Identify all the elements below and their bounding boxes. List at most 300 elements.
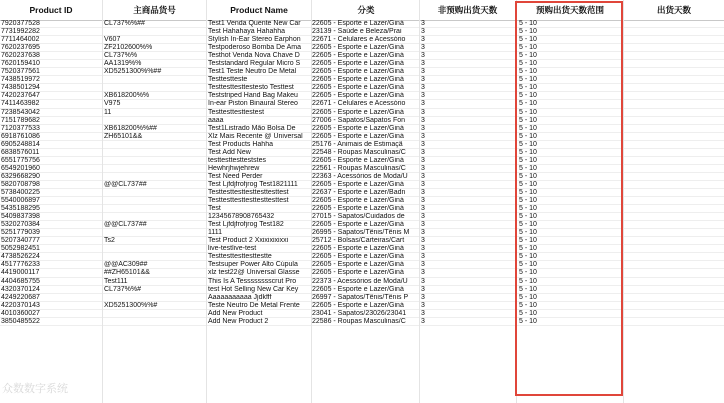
non-preorder-days-cell[interactable]: 3 — [421, 221, 425, 229]
ship-days-cell[interactable] — [626, 173, 724, 181]
ship-days-cell[interactable] — [626, 302, 724, 310]
table-row[interactable] — [0, 165, 724, 173]
ship-days-cell[interactable] — [626, 68, 724, 76]
ship-days-cell[interactable] — [626, 84, 724, 92]
table-row[interactable] — [0, 157, 724, 165]
main-sku-cell[interactable]: @@CL737## — [104, 180, 147, 188]
ship-days-cell[interactable] — [626, 213, 724, 221]
category-cell[interactable]: 22373 - Acessórios de Moda/U — [312, 277, 408, 285]
preorder-range-cell[interactable]: 5 - 10 — [519, 172, 537, 180]
preorder-range-cell[interactable]: 5 - 10 — [519, 140, 537, 148]
product-id-cell[interactable]: 7238543042 — [1, 108, 40, 116]
category-cell[interactable]: 22605 - Esporte e Lazer/Giná — [312, 156, 404, 164]
product-name-cell[interactable]: aaaa — [208, 116, 224, 124]
preorder-range-cell[interactable]: 5 - 10 — [519, 301, 537, 309]
non-preorder-days-cell[interactable]: 3 — [421, 285, 425, 293]
table-row[interactable] — [0, 189, 724, 197]
table-row[interactable] — [0, 213, 724, 221]
table-row[interactable] — [0, 68, 724, 76]
product-id-cell[interactable]: 7520377561 — [1, 68, 40, 76]
product-name-cell[interactable]: Testtesttesttesttesttesttest — [208, 197, 289, 205]
main-sku-cell[interactable] — [104, 213, 204, 221]
ship-days-cell[interactable] — [626, 253, 724, 261]
preorder-range-cell[interactable]: 5 - 10 — [519, 124, 537, 132]
non-preorder-days-cell[interactable]: 3 — [421, 213, 425, 221]
product-name-cell[interactable]: Test Products Hahha — [208, 140, 273, 148]
product-name-cell[interactable]: Teste Neutro De Metal Frente — [208, 301, 300, 309]
main-sku-cell[interactable]: XB618200%%## — [104, 124, 157, 132]
product-id-cell[interactable]: 7420237647 — [1, 92, 40, 100]
category-cell[interactable]: 22671 - Celulares e Acessório — [312, 100, 406, 108]
product-id-cell[interactable]: 4320370124 — [1, 285, 40, 293]
product-name-cell[interactable]: Hewhrjhwjehrew — [208, 164, 260, 172]
main-sku-cell[interactable] — [104, 28, 204, 36]
preorder-range-cell[interactable]: 5 - 10 — [519, 285, 537, 293]
ship-days-cell[interactable] — [626, 205, 724, 213]
table-row[interactable] — [0, 60, 724, 68]
product-id-cell[interactable]: 7411463982 — [1, 100, 40, 108]
product-name-cell[interactable]: 1111 — [208, 229, 223, 237]
ship-days-cell[interactable] — [626, 141, 724, 149]
product-id-cell[interactable]: 7711464002 — [1, 36, 40, 44]
non-preorder-days-cell[interactable]: 3 — [421, 172, 425, 180]
product-id-cell[interactable]: 4249220687 — [1, 293, 40, 301]
product-name-cell[interactable]: Testtesttesttesttestte — [208, 253, 272, 261]
product-name-cell[interactable]: Xlz Mais Recente @ Universal — [208, 132, 303, 140]
product-name-cell[interactable]: Aaaaaaaaaaa Jjdkfff — [208, 293, 272, 301]
non-preorder-days-cell[interactable]: 3 — [421, 197, 425, 205]
product-name-cell[interactable]: Test Add New — [208, 148, 251, 156]
main-sku-cell[interactable] — [104, 76, 204, 84]
ship-days-cell[interactable] — [626, 278, 724, 286]
table-row[interactable] — [0, 173, 724, 181]
category-cell[interactable]: 23139 - Saúde e Beleza/Prai — [312, 28, 402, 36]
product-id-cell[interactable]: 4010360027 — [1, 309, 40, 317]
preorder-range-cell[interactable]: 5 - 10 — [519, 68, 537, 76]
table-row[interactable] — [0, 229, 724, 237]
main-sku-cell[interactable] — [104, 205, 204, 213]
preorder-range-cell[interactable]: 5 - 10 — [519, 180, 537, 188]
ship-days-cell[interactable] — [626, 28, 724, 36]
ship-days-cell[interactable] — [626, 157, 724, 165]
product-id-cell[interactable]: 7731992282 — [1, 28, 40, 36]
main-sku-cell[interactable] — [104, 141, 204, 149]
non-preorder-days-cell[interactable]: 3 — [421, 36, 425, 44]
product-name-cell[interactable]: Test1 Teste Neutro De Metal — [208, 68, 297, 76]
category-cell[interactable]: 22561 - Roupas Masculinas/C — [312, 164, 406, 172]
ship-days-cell[interactable] — [626, 100, 724, 108]
main-sku-cell[interactable]: AA1319%% — [104, 60, 142, 68]
product-name-cell[interactable]: Testtesttesttestesto Testtest — [208, 84, 294, 92]
ship-days-cell[interactable] — [626, 165, 724, 173]
product-name-cell[interactable]: testtesttestteststes — [208, 156, 266, 164]
preorder-range-cell[interactable]: 5 - 10 — [519, 269, 537, 277]
category-cell[interactable]: 22605 - Esporte e Lazer/Giná — [312, 245, 404, 253]
product-id-cell[interactable]: 5320270384 — [1, 221, 40, 229]
main-sku-cell[interactable]: V607 — [104, 36, 121, 44]
ship-days-cell[interactable] — [626, 125, 724, 133]
table-row[interactable] — [0, 245, 724, 253]
preorder-range-cell[interactable]: 5 - 10 — [519, 52, 537, 60]
table-row[interactable] — [0, 20, 724, 28]
ship-days-cell[interactable] — [626, 133, 724, 141]
non-preorder-days-cell[interactable]: 3 — [421, 269, 425, 277]
preorder-range-cell[interactable]: 5 - 10 — [519, 164, 537, 172]
non-preorder-days-cell[interactable]: 3 — [421, 140, 425, 148]
table-row[interactable] — [0, 100, 724, 108]
category-cell[interactable]: 22605 - Esporte e Lazer/Giná — [312, 269, 404, 277]
preorder-range-cell[interactable]: 5 - 10 — [519, 108, 537, 116]
product-id-cell[interactable]: 5540006897 — [1, 197, 40, 205]
table-row[interactable] — [0, 92, 724, 100]
non-preorder-days-cell[interactable]: 3 — [421, 317, 425, 325]
product-id-cell[interactable]: 7151789682 — [1, 116, 40, 124]
non-preorder-days-cell[interactable]: 3 — [421, 28, 425, 36]
table-row[interactable] — [0, 28, 724, 36]
non-preorder-days-cell[interactable]: 3 — [421, 148, 425, 156]
category-cell[interactable]: 22605 - Esporte e Lazer/Giná — [312, 68, 404, 76]
category-cell[interactable]: 22605 - Esporte e Lazer/Giná — [312, 44, 404, 52]
category-cell[interactable]: 22605 - Esporte e Lazer/Giná — [312, 132, 404, 140]
category-cell[interactable]: 22605 - Esporte e Lazer/Giná — [312, 76, 404, 84]
main-sku-cell[interactable]: CL737%%## — [104, 20, 145, 27]
category-cell[interactable]: 22605 - Esporte e Lazer/Giná — [312, 124, 404, 132]
main-sku-cell[interactable] — [104, 318, 204, 326]
product-id-cell[interactable]: 5738400225 — [1, 188, 40, 196]
preorder-range-cell[interactable]: 5 - 10 — [519, 309, 537, 317]
product-id-cell[interactable]: 5435188295 — [1, 205, 40, 213]
preorder-range-cell[interactable]: 5 - 10 — [519, 20, 537, 27]
non-preorder-days-cell[interactable]: 3 — [421, 132, 425, 140]
preorder-range-cell[interactable]: 5 - 10 — [519, 132, 537, 140]
preorder-range-cell[interactable]: 5 - 10 — [519, 156, 537, 164]
product-id-cell[interactable]: 5052982451 — [1, 245, 40, 253]
preorder-range-cell[interactable]: 5 - 10 — [519, 317, 537, 325]
product-id-cell[interactable]: 7620237695 — [1, 44, 40, 52]
ship-days-cell[interactable] — [626, 269, 724, 277]
preorder-range-cell[interactable]: 5 - 10 — [519, 245, 537, 253]
non-preorder-days-cell[interactable]: 3 — [421, 60, 425, 68]
non-preorder-days-cell[interactable]: 3 — [421, 124, 425, 132]
non-preorder-days-cell[interactable]: 3 — [421, 245, 425, 253]
preorder-range-cell[interactable]: 5 - 10 — [519, 100, 537, 108]
ship-days-cell[interactable] — [626, 286, 724, 294]
table-row[interactable] — [0, 261, 724, 269]
non-preorder-days-cell[interactable]: 3 — [421, 237, 425, 245]
ship-days-cell[interactable] — [626, 92, 724, 100]
main-sku-cell[interactable] — [104, 173, 204, 181]
product-name-cell[interactable]: Testpoderoso Bomba De Ama — [208, 44, 301, 52]
product-name-cell[interactable]: Test Ljfdjfrofjrog Test182 — [208, 221, 284, 229]
table-row[interactable] — [0, 237, 724, 245]
main-sku-cell[interactable] — [104, 197, 204, 205]
header-product-name[interactable]: Product Name — [230, 5, 288, 15]
non-preorder-days-cell[interactable]: 3 — [421, 188, 425, 196]
main-sku-cell[interactable]: @@AC309## — [104, 261, 148, 269]
table-row[interactable] — [0, 278, 724, 286]
category-cell[interactable]: 27015 - Sapatos/Cuidados de — [312, 213, 405, 221]
preorder-range-cell[interactable]: 5 - 10 — [519, 277, 537, 285]
preorder-range-cell[interactable]: 5 - 10 — [519, 148, 537, 156]
product-id-cell[interactable]: 6329668290 — [1, 172, 40, 180]
table-row[interactable] — [0, 36, 724, 44]
product-id-cell[interactable]: 6918761086 — [1, 132, 40, 140]
preorder-range-cell[interactable]: 5 - 10 — [519, 205, 537, 213]
product-name-cell[interactable]: Stylish In-Ear Stereo Earphon — [208, 36, 301, 44]
product-name-cell[interactable]: This Is A Tesssssssscrut Pro — [208, 277, 297, 285]
product-id-cell[interactable]: 7920377528 — [1, 20, 40, 27]
table-row[interactable] — [0, 302, 724, 310]
non-preorder-days-cell[interactable]: 3 — [421, 277, 425, 285]
product-name-cell[interactable]: Test Product 2 Xxixixixixxi — [208, 237, 289, 245]
product-name-cell[interactable]: Testhot Venda Nova Chave D — [208, 52, 300, 60]
category-cell[interactable]: 22637 - Esporte e Lazer/Badn — [312, 188, 406, 196]
ship-days-cell[interactable] — [626, 310, 724, 318]
category-cell[interactable]: 22605 - Esporte e Lazer/Giná — [312, 301, 404, 309]
main-sku-cell[interactable]: 11 — [104, 108, 112, 116]
table-row[interactable] — [0, 197, 724, 205]
category-cell[interactable]: 26995 - Sapatos/Tênis/Tênis M — [312, 229, 410, 237]
table-row[interactable] — [0, 52, 724, 60]
product-id-cell[interactable]: 6549201960 — [1, 164, 40, 172]
table-row[interactable] — [0, 221, 724, 229]
product-id-cell[interactable]: 7438519972 — [1, 76, 40, 84]
category-cell[interactable]: 22363 - Acessórios de Moda/U — [312, 172, 408, 180]
product-id-cell[interactable]: 4404685755 — [1, 277, 40, 285]
header-category[interactable]: 分类 — [357, 5, 375, 15]
preorder-range-cell[interactable]: 5 - 10 — [519, 261, 537, 269]
preorder-range-cell[interactable]: 5 - 10 — [519, 84, 537, 92]
category-cell[interactable]: 22605 - Esporte e Lazer/Giná — [312, 285, 404, 293]
main-sku-cell[interactable]: CL737%%# — [104, 285, 141, 293]
non-preorder-days-cell[interactable]: 3 — [421, 84, 425, 92]
preorder-range-cell[interactable]: 5 - 10 — [519, 229, 537, 237]
non-preorder-days-cell[interactable]: 3 — [421, 229, 425, 237]
ship-days-cell[interactable] — [626, 44, 724, 52]
product-name-cell[interactable]: Test Ljfdjfrofjrog Test1821111 — [208, 180, 298, 188]
ship-days-cell[interactable] — [626, 245, 724, 253]
category-cell[interactable]: 22605 - Esporte e Lazer/Giná — [312, 84, 404, 92]
product-id-cell[interactable]: 5409837398 — [1, 213, 40, 221]
non-preorder-days-cell[interactable]: 3 — [421, 261, 425, 269]
product-id-cell[interactable]: 5207340777 — [1, 237, 40, 245]
category-cell[interactable]: 22605 - Esporte e Lazer/Giná — [312, 253, 404, 261]
non-preorder-days-cell[interactable]: 3 — [421, 180, 425, 188]
category-cell[interactable]: 22548 - Roupas Masculinas/C — [312, 148, 406, 156]
category-cell[interactable]: 22605 - Esporte e Lazer/Giná — [312, 261, 404, 269]
ship-days-cell[interactable] — [626, 149, 724, 157]
ship-days-cell[interactable] — [626, 189, 724, 197]
product-name-cell[interactable]: live-testlive-test — [208, 245, 257, 253]
table-row[interactable] — [0, 205, 724, 213]
preorder-range-cell[interactable]: 5 - 10 — [519, 36, 537, 44]
preorder-range-cell[interactable]: 5 - 10 — [519, 28, 537, 36]
ship-days-cell[interactable] — [626, 60, 724, 68]
product-id-cell[interactable]: 7620237638 — [1, 52, 40, 60]
ship-days-cell[interactable] — [626, 76, 724, 84]
table-row[interactable] — [0, 125, 724, 133]
table-row[interactable] — [0, 181, 724, 189]
preorder-range-cell[interactable]: 5 - 10 — [519, 44, 537, 52]
table-row[interactable] — [0, 141, 724, 149]
ship-days-cell[interactable] — [626, 36, 724, 44]
preorder-range-cell[interactable]: 5 - 10 — [519, 253, 537, 261]
ship-days-cell[interactable] — [626, 52, 724, 60]
category-cell[interactable]: 22586 - Roupas Masculinas/C — [312, 317, 406, 325]
category-cell[interactable]: 25176 - Animais de Estimaçã — [312, 140, 403, 148]
preorder-range-cell[interactable]: 5 - 10 — [519, 221, 537, 229]
preorder-range-cell[interactable]: 5 - 10 — [519, 237, 537, 245]
product-id-cell[interactable]: 7120377533 — [1, 124, 40, 132]
preorder-range-cell[interactable]: 5 - 10 — [519, 116, 537, 124]
product-id-cell[interactable]: 6551775756 — [1, 156, 40, 164]
main-sku-cell[interactable]: XD5251300%%# — [104, 301, 158, 309]
product-id-cell[interactable]: 4517776233 — [1, 261, 40, 269]
main-sku-cell[interactable] — [104, 84, 204, 92]
product-name-cell[interactable]: Testsuper Power Alto Cúpula — [208, 261, 298, 269]
main-sku-cell[interactable]: ZH65101&& — [104, 132, 143, 140]
product-name-cell[interactable]: Test1 Venda Quente New Car — [208, 20, 301, 27]
product-id-cell[interactable]: 4738526224 — [1, 253, 40, 261]
preorder-range-cell[interactable]: 5 - 10 — [519, 293, 537, 301]
non-preorder-days-cell[interactable]: 3 — [421, 76, 425, 84]
preorder-range-cell[interactable]: 5 - 10 — [519, 92, 537, 100]
main-sku-cell[interactable]: ZF2102600%% — [104, 44, 153, 52]
main-sku-cell[interactable]: V975 — [104, 100, 121, 108]
non-preorder-days-cell[interactable]: 3 — [421, 20, 425, 27]
product-id-cell[interactable]: 7620159410 — [1, 60, 40, 68]
non-preorder-days-cell[interactable]: 3 — [421, 92, 425, 100]
category-cell[interactable]: 22605 - Esporte e Lazer/Giná — [312, 108, 404, 116]
category-cell[interactable]: 22605 - Esporte e Lazer/Giná — [312, 60, 404, 68]
table-row[interactable] — [0, 269, 724, 277]
table-row[interactable] — [0, 133, 724, 141]
non-preorder-days-cell[interactable]: 3 — [421, 293, 425, 301]
main-sku-cell[interactable] — [104, 310, 204, 318]
main-sku-cell[interactable]: CL737%% — [104, 52, 138, 60]
header-product-id[interactable]: Product ID — [29, 5, 73, 15]
ship-days-cell[interactable] — [626, 20, 724, 28]
product-name-cell[interactable]: Test — [208, 205, 221, 213]
category-cell[interactable]: 22605 - Esporte e Lazer/Giná — [312, 20, 404, 27]
table-row[interactable] — [0, 76, 724, 84]
ship-days-cell[interactable] — [626, 109, 724, 117]
ship-days-cell[interactable] — [626, 237, 724, 245]
table-row[interactable] — [0, 109, 724, 117]
product-name-cell[interactable]: Testtestteste — [208, 76, 248, 84]
product-id-cell[interactable]: 4220370143 — [1, 301, 40, 309]
table-row[interactable] — [0, 117, 724, 125]
product-id-cell[interactable]: 6838576011 — [1, 148, 40, 156]
category-cell[interactable]: 22671 - Celulares e Acessório — [312, 36, 406, 44]
product-name-cell[interactable]: Testtesttesttestest — [208, 108, 265, 116]
main-sku-cell[interactable] — [104, 165, 204, 173]
preorder-range-cell[interactable]: 5 - 10 — [519, 60, 537, 68]
product-id-cell[interactable]: 5820708798 — [1, 180, 40, 188]
category-cell[interactable]: 23041 - Sapatos/23026/23041 — [312, 309, 407, 317]
preorder-range-cell[interactable]: 5 - 10 — [519, 197, 537, 205]
ship-days-cell[interactable] — [626, 181, 724, 189]
product-name-cell[interactable]: xlz test22@ Universal Glasse — [208, 269, 300, 277]
main-sku-cell[interactable] — [104, 294, 204, 302]
product-id-cell[interactable]: 4419000117 — [1, 269, 40, 277]
category-cell[interactable]: 27006 - Sapatos/Sapatos Fon — [312, 116, 406, 124]
category-cell[interactable]: 26997 - Sapatos/Tênis/Tênis P — [312, 293, 409, 301]
table-row[interactable] — [0, 318, 724, 326]
main-sku-cell[interactable] — [104, 117, 204, 125]
non-preorder-days-cell[interactable]: 3 — [421, 205, 425, 213]
product-name-cell[interactable]: Add New Product — [208, 309, 263, 317]
preorder-range-cell[interactable]: 5 - 10 — [519, 213, 537, 221]
product-name-cell[interactable]: Testtesttesttesttesttesttest — [208, 188, 289, 196]
product-name-cell[interactable]: Teststriped Hand Bag Makeu — [208, 92, 298, 100]
preorder-range-cell[interactable]: 5 - 10 — [519, 76, 537, 84]
non-preorder-days-cell[interactable]: 3 — [421, 309, 425, 317]
main-sku-cell[interactable]: Test111 — [104, 277, 128, 285]
ship-days-cell[interactable] — [626, 318, 724, 326]
product-id-cell[interactable]: 6905248814 — [1, 140, 40, 148]
main-sku-cell[interactable]: Ts2 — [104, 237, 115, 245]
table-row[interactable] — [0, 44, 724, 52]
product-id-cell[interactable]: 5251779039 — [1, 229, 40, 237]
non-preorder-days-cell[interactable]: 3 — [421, 68, 425, 76]
product-name-cell[interactable]: Test1Listrado Mão Bolsa De — [208, 124, 296, 132]
ship-days-cell[interactable] — [626, 294, 724, 302]
ship-days-cell[interactable] — [626, 197, 724, 205]
main-sku-cell[interactable] — [104, 189, 204, 197]
product-name-cell[interactable]: Add New Product 2 — [208, 317, 269, 325]
non-preorder-days-cell[interactable]: 3 — [421, 44, 425, 52]
non-preorder-days-cell[interactable]: 3 — [421, 253, 425, 261]
main-sku-cell[interactable] — [104, 157, 204, 165]
product-name-cell[interactable]: In-ear Piston Binaural Stereo — [208, 100, 298, 108]
non-preorder-days-cell[interactable]: 3 — [421, 100, 425, 108]
product-name-cell[interactable]: Teststandard Regular Micro S — [208, 60, 301, 68]
ship-days-cell[interactable] — [626, 221, 724, 229]
table-row[interactable] — [0, 310, 724, 318]
table-row[interactable] — [0, 84, 724, 92]
header-ship-days[interactable]: 出货天数 — [656, 5, 691, 15]
category-cell[interactable]: 22605 - Esporte e Lazer/Giná — [312, 197, 404, 205]
category-cell[interactable]: 22605 - Esporte e Lazer/Giná — [312, 205, 404, 213]
main-sku-cell[interactable]: @@CL737## — [104, 221, 147, 229]
product-name-cell[interactable]: test Hot Selling New Car Key — [208, 285, 299, 293]
product-name-cell[interactable]: Test Hahahaya Hahahha — [208, 28, 286, 36]
category-cell[interactable]: 22605 - Esporte e Lazer/Giná — [312, 221, 404, 229]
header-non-preorder-days[interactable]: 非预购出货天数 — [437, 5, 498, 15]
ship-days-cell[interactable] — [626, 229, 724, 237]
non-preorder-days-cell[interactable]: 3 — [421, 156, 425, 164]
ship-days-cell[interactable] — [626, 117, 724, 125]
non-preorder-days-cell[interactable]: 3 — [421, 164, 425, 172]
table-row[interactable] — [0, 149, 724, 157]
preorder-range-cell[interactable]: 5 - 10 — [519, 188, 537, 196]
main-sku-cell[interactable] — [104, 253, 204, 261]
category-cell[interactable]: 22605 - Esporte e Lazer/Giná — [312, 92, 404, 100]
product-id-cell[interactable]: 7438501294 — [1, 84, 40, 92]
table-row[interactable] — [0, 294, 724, 302]
main-sku-cell[interactable]: XB618200%% — [104, 92, 150, 100]
main-sku-cell[interactable] — [104, 245, 204, 253]
product-name-cell[interactable]: 12345678908765432 — [208, 213, 275, 221]
main-sku-cell[interactable]: ##ZH65101&& — [104, 269, 150, 277]
non-preorder-days-cell[interactable]: 3 — [421, 116, 425, 124]
non-preorder-days-cell[interactable]: 3 — [421, 108, 425, 116]
header-main-sku[interactable]: 主商品货号 — [133, 5, 176, 15]
non-preorder-days-cell[interactable]: 3 — [421, 52, 425, 60]
category-cell[interactable]: 25712 - Bolsas/Carteiras/Cart — [312, 237, 405, 245]
table-row[interactable] — [0, 253, 724, 261]
